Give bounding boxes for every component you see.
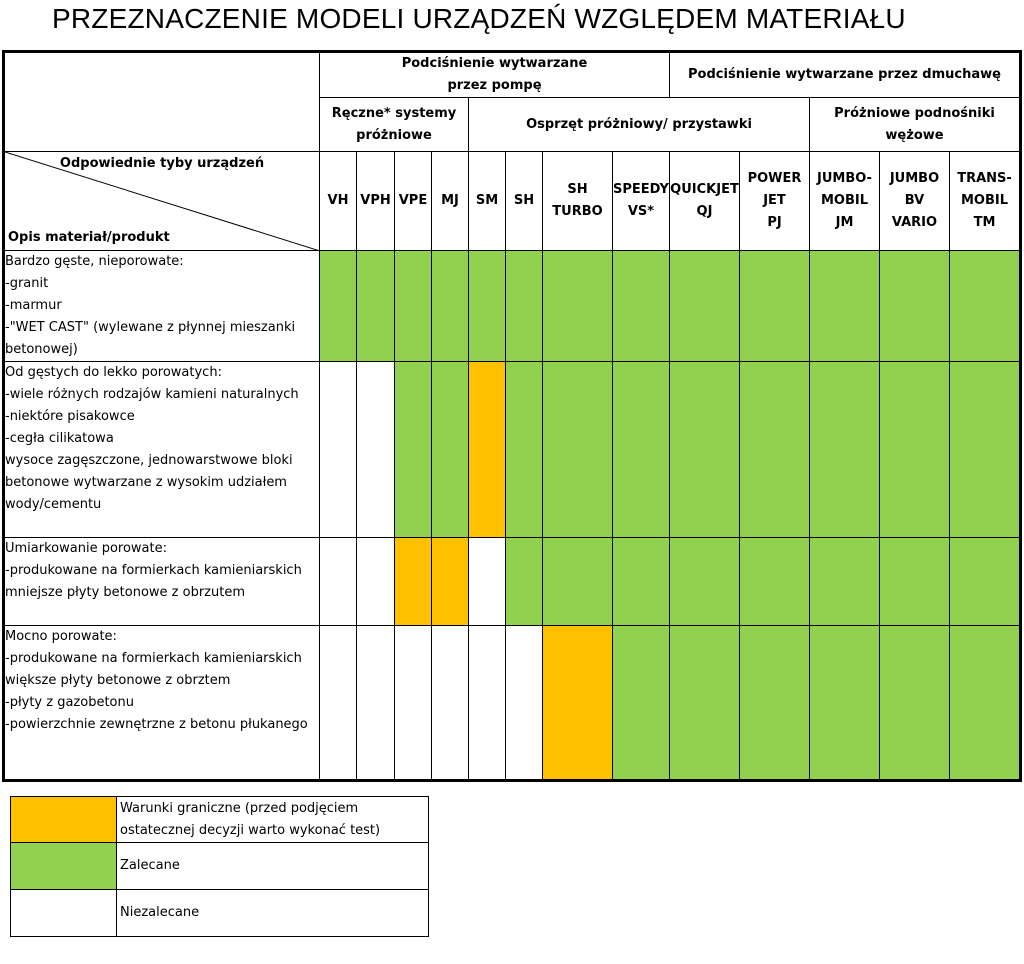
model-header-mj: MJ: [432, 152, 469, 251]
model-header-sh: SH: [506, 152, 543, 251]
suitability-cell-green: [613, 538, 670, 626]
suitability-cell-green: [740, 362, 810, 538]
header-hose-lifters: Próżniowe podnośniki wężowe: [810, 98, 1020, 152]
material-row: [5, 362, 1020, 538]
suitability-cell-green: [740, 251, 810, 362]
suitability-cell-green: [810, 362, 880, 538]
suitability-cell-green: [670, 362, 740, 538]
suitability-cell-green: [740, 626, 810, 780]
suitability-cell-orange: [543, 626, 613, 780]
suitability-cell-green: [543, 538, 613, 626]
suitability-cell-green: [357, 251, 395, 362]
model-header-sh: SH TURBO: [543, 152, 613, 251]
suitability-cell-green: [613, 251, 670, 362]
suitability-cell-green: [950, 362, 1020, 538]
material-description: Umiarkowanie porowate: -produkowane na formierkach kamieniarskich mniejsze płyty betonowe z obrzutem: [5, 538, 320, 626]
suitability-cell-orange: [469, 362, 506, 538]
device-types-label: Odpowiednie tyby urządzeń: [59, 156, 265, 171]
model-header-vph: VPH: [357, 152, 395, 251]
legend-swatch-green: [11, 843, 117, 890]
suitability-cell-green: [543, 251, 613, 362]
suitability-cell-green: [613, 362, 670, 538]
material-description: Bardzo gęste, nieporowate: -granit -marmur -"WET CAST" (wylewane z płynnej mieszanki betonowej): [5, 251, 320, 362]
suitability-cell-green: [613, 626, 670, 780]
suitability-cell-green: [506, 251, 543, 362]
model-header-vpe: VPE: [395, 152, 432, 251]
suitability-cell-white: [469, 626, 506, 780]
suitability-cell-orange: [432, 538, 469, 626]
material-row: [5, 538, 1020, 626]
material-description: Mocno porowate: -produkowane na formierkach kamieniarskich większe płyty betonowe z obrztem -płyty z gazobetonu -powierzchnie zewnętrzne z betonu płukanego: [5, 626, 320, 780]
suitability-cell-green: [880, 538, 950, 626]
suitability-cell-green: [395, 251, 432, 362]
suitability-cell-green: [670, 626, 740, 780]
header-accessories: Osprzęt próżniowy/ przystawki: [469, 98, 810, 152]
suitability-cell-white: [357, 362, 395, 538]
legend-item: [11, 797, 429, 843]
diagonal-header-cell: [5, 152, 320, 251]
legend: [10, 796, 429, 937]
model-header-jumbo: JUMBO- MOBIL JM: [810, 152, 880, 251]
suitability-cell-green: [432, 251, 469, 362]
material-row: [5, 626, 1020, 780]
suitability-cell-white: [506, 626, 543, 780]
suitability-cell-green: [432, 362, 469, 538]
suitability-cell-orange: [395, 538, 432, 626]
suitability-cell-green: [880, 362, 950, 538]
model-header-vh: VH: [320, 152, 357, 251]
material-description: Od gęstych do lekko porowatych: -wiele różnych rodzajów kamieni naturalnych -niektóre pisakowce -cegła cilikatowa wysoce zagęszczone, jednowarstwowe bloki betonowe wytwarzane z wysokim udziałem wody/cementu: [5, 362, 320, 538]
legend-label: Warunki graniczne (przed podjęciem ostatecznej decyzji warto wykonać test): [117, 797, 429, 843]
suitability-cell-green: [395, 362, 432, 538]
legend-item: [11, 890, 429, 937]
suitability-cell-white: [469, 538, 506, 626]
suitability-cell-white: [432, 626, 469, 780]
header-pump: Podciśnienie wytwarzane przez pompę: [320, 53, 670, 98]
legend-swatch-white: [11, 890, 117, 937]
suitability-cell-white: [357, 626, 395, 780]
model-header-jumbo: JUMBO BV VARIO: [880, 152, 950, 251]
suitability-cell-green: [950, 251, 1020, 362]
legend-item: [11, 843, 429, 890]
model-header-power: POWER JET PJ: [740, 152, 810, 251]
suitability-cell-white: [320, 362, 357, 538]
model-header-quickjet: QUICKJET QJ: [670, 152, 740, 251]
suitability-cell-green: [506, 362, 543, 538]
model-header-speedy: SPEEDY VS*: [613, 152, 670, 251]
suitability-cell-white: [320, 538, 357, 626]
suitability-cell-green: [950, 626, 1020, 780]
suitability-cell-white: [395, 626, 432, 780]
suitability-cell-green: [506, 538, 543, 626]
legend-swatch-orange: [11, 797, 117, 843]
material-description-label: Opis materiał/produkt: [8, 230, 170, 245]
suitability-cell-green: [880, 626, 950, 780]
suitability-cell-white: [357, 538, 395, 626]
suitability-cell-green: [320, 251, 357, 362]
material-row: [5, 251, 1020, 362]
suitability-cell-green: [543, 362, 613, 538]
model-header-trans: TRANS- MOBIL TM: [950, 152, 1020, 251]
suitability-cell-green: [950, 538, 1020, 626]
suitability-cell-green: [670, 251, 740, 362]
header-manual-systems: Ręczne* systemy próżniowe: [320, 98, 469, 152]
page-title: PRZEZNACZENIE MODELI URZĄDZEŃ WZGLĘDEM MATERIAŁU: [52, 3, 906, 34]
suitability-cell-white: [320, 626, 357, 780]
suitability-cell-green: [469, 251, 506, 362]
model-header-sm: SM: [469, 152, 506, 251]
material-suitability-table: [4, 52, 1020, 780]
suitability-cell-green: [740, 538, 810, 626]
legend-label: Zalecane: [117, 843, 429, 890]
legend-label: Niezalecane: [117, 890, 429, 937]
suitability-cell-green: [880, 251, 950, 362]
header-blower: Podciśnienie wytwarzane przez dmuchawę: [670, 53, 1020, 98]
corner-empty-cell: [5, 53, 320, 152]
suitability-cell-green: [810, 626, 880, 780]
suitability-cell-green: [670, 538, 740, 626]
suitability-cell-green: [810, 251, 880, 362]
suitability-cell-green: [810, 538, 880, 626]
